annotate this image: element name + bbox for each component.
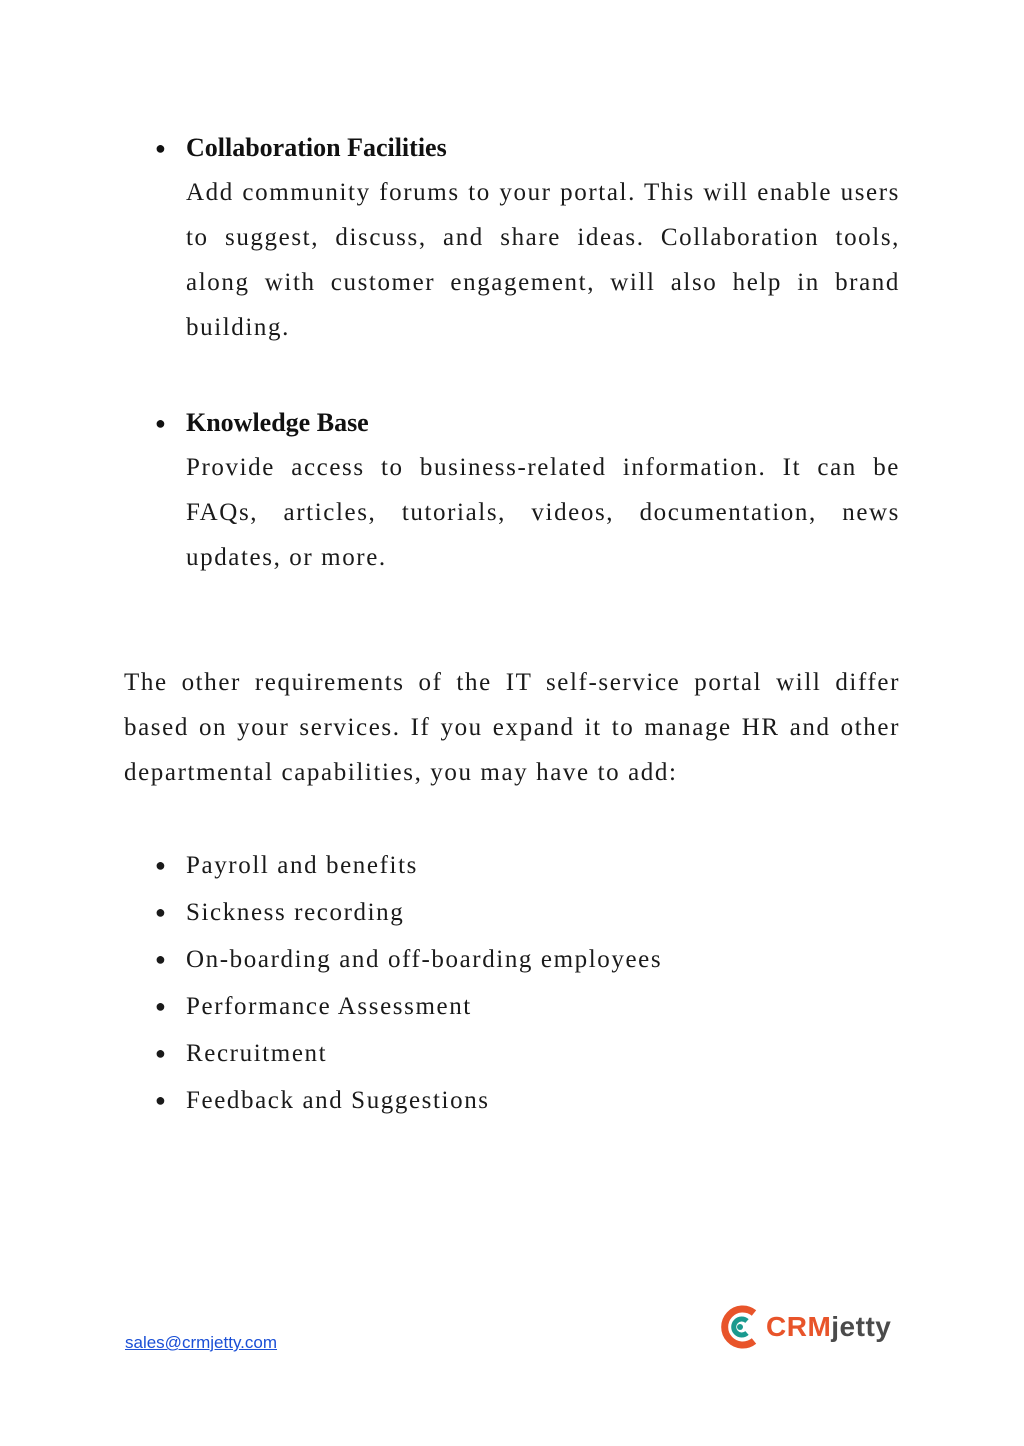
requirements-list (155, 843, 662, 1125)
list-item-text: Sickness recording (186, 899, 405, 926)
feature-heading (155, 133, 900, 165)
list-item (155, 1078, 662, 1125)
list-item (155, 843, 662, 890)
logo-wordmark (766, 1311, 891, 1343)
bullet-icon: ● (155, 902, 168, 922)
list-item (155, 1031, 662, 1078)
list-item-text: Payroll and benefits (186, 852, 418, 879)
feature-description: Provide access to business-related information. It can be FAQs, articles, tutorials, videos, documentation, news updates, or more. (186, 454, 900, 571)
list-item (155, 937, 662, 984)
bullet-icon: ● (155, 1090, 168, 1110)
list-item-text: Recruitment (186, 1040, 328, 1067)
feature-knowledge-base (155, 408, 900, 580)
requirements-intro-paragraph: The other requirements of the IT self-service portal will differ based on your services. If you expand it to manage HR and other departmental capabilities, you may have to add: (124, 669, 900, 786)
crmjetty-logo-icon (720, 1305, 760, 1349)
list-item-text: Feedback and Suggestions (186, 1087, 490, 1114)
list-item-text: Performance Assessment (186, 993, 472, 1020)
bullet-icon: ● (155, 949, 168, 969)
list-item (155, 890, 662, 937)
feature-collaboration-facilities (155, 133, 900, 350)
bullet-icon: ● (155, 138, 166, 158)
list-item-text: On-boarding and off-boarding employees (186, 946, 663, 973)
crmjetty-logo (720, 1305, 891, 1349)
bullet-icon: ● (155, 855, 168, 875)
feature-title: Knowledge Base (186, 408, 369, 437)
feature-title: Collaboration Facilities (186, 133, 447, 162)
bullet-icon: ● (155, 413, 166, 433)
logo-jetty-text: jetty (831, 1311, 892, 1342)
footer-email-link[interactable]: sales@crmjetty.com (125, 1333, 278, 1352)
feature-description: Add community forums to your portal. This will enable users to suggest, discuss, and share ideas. Collaboration tools, along with customer engagement, will also help in brand building. (186, 179, 900, 341)
feature-heading (155, 408, 900, 440)
bullet-icon: ● (155, 1043, 168, 1063)
logo-crm-text: CRM (766, 1311, 832, 1342)
list-item (155, 984, 662, 1031)
bullet-icon: ● (155, 996, 168, 1016)
